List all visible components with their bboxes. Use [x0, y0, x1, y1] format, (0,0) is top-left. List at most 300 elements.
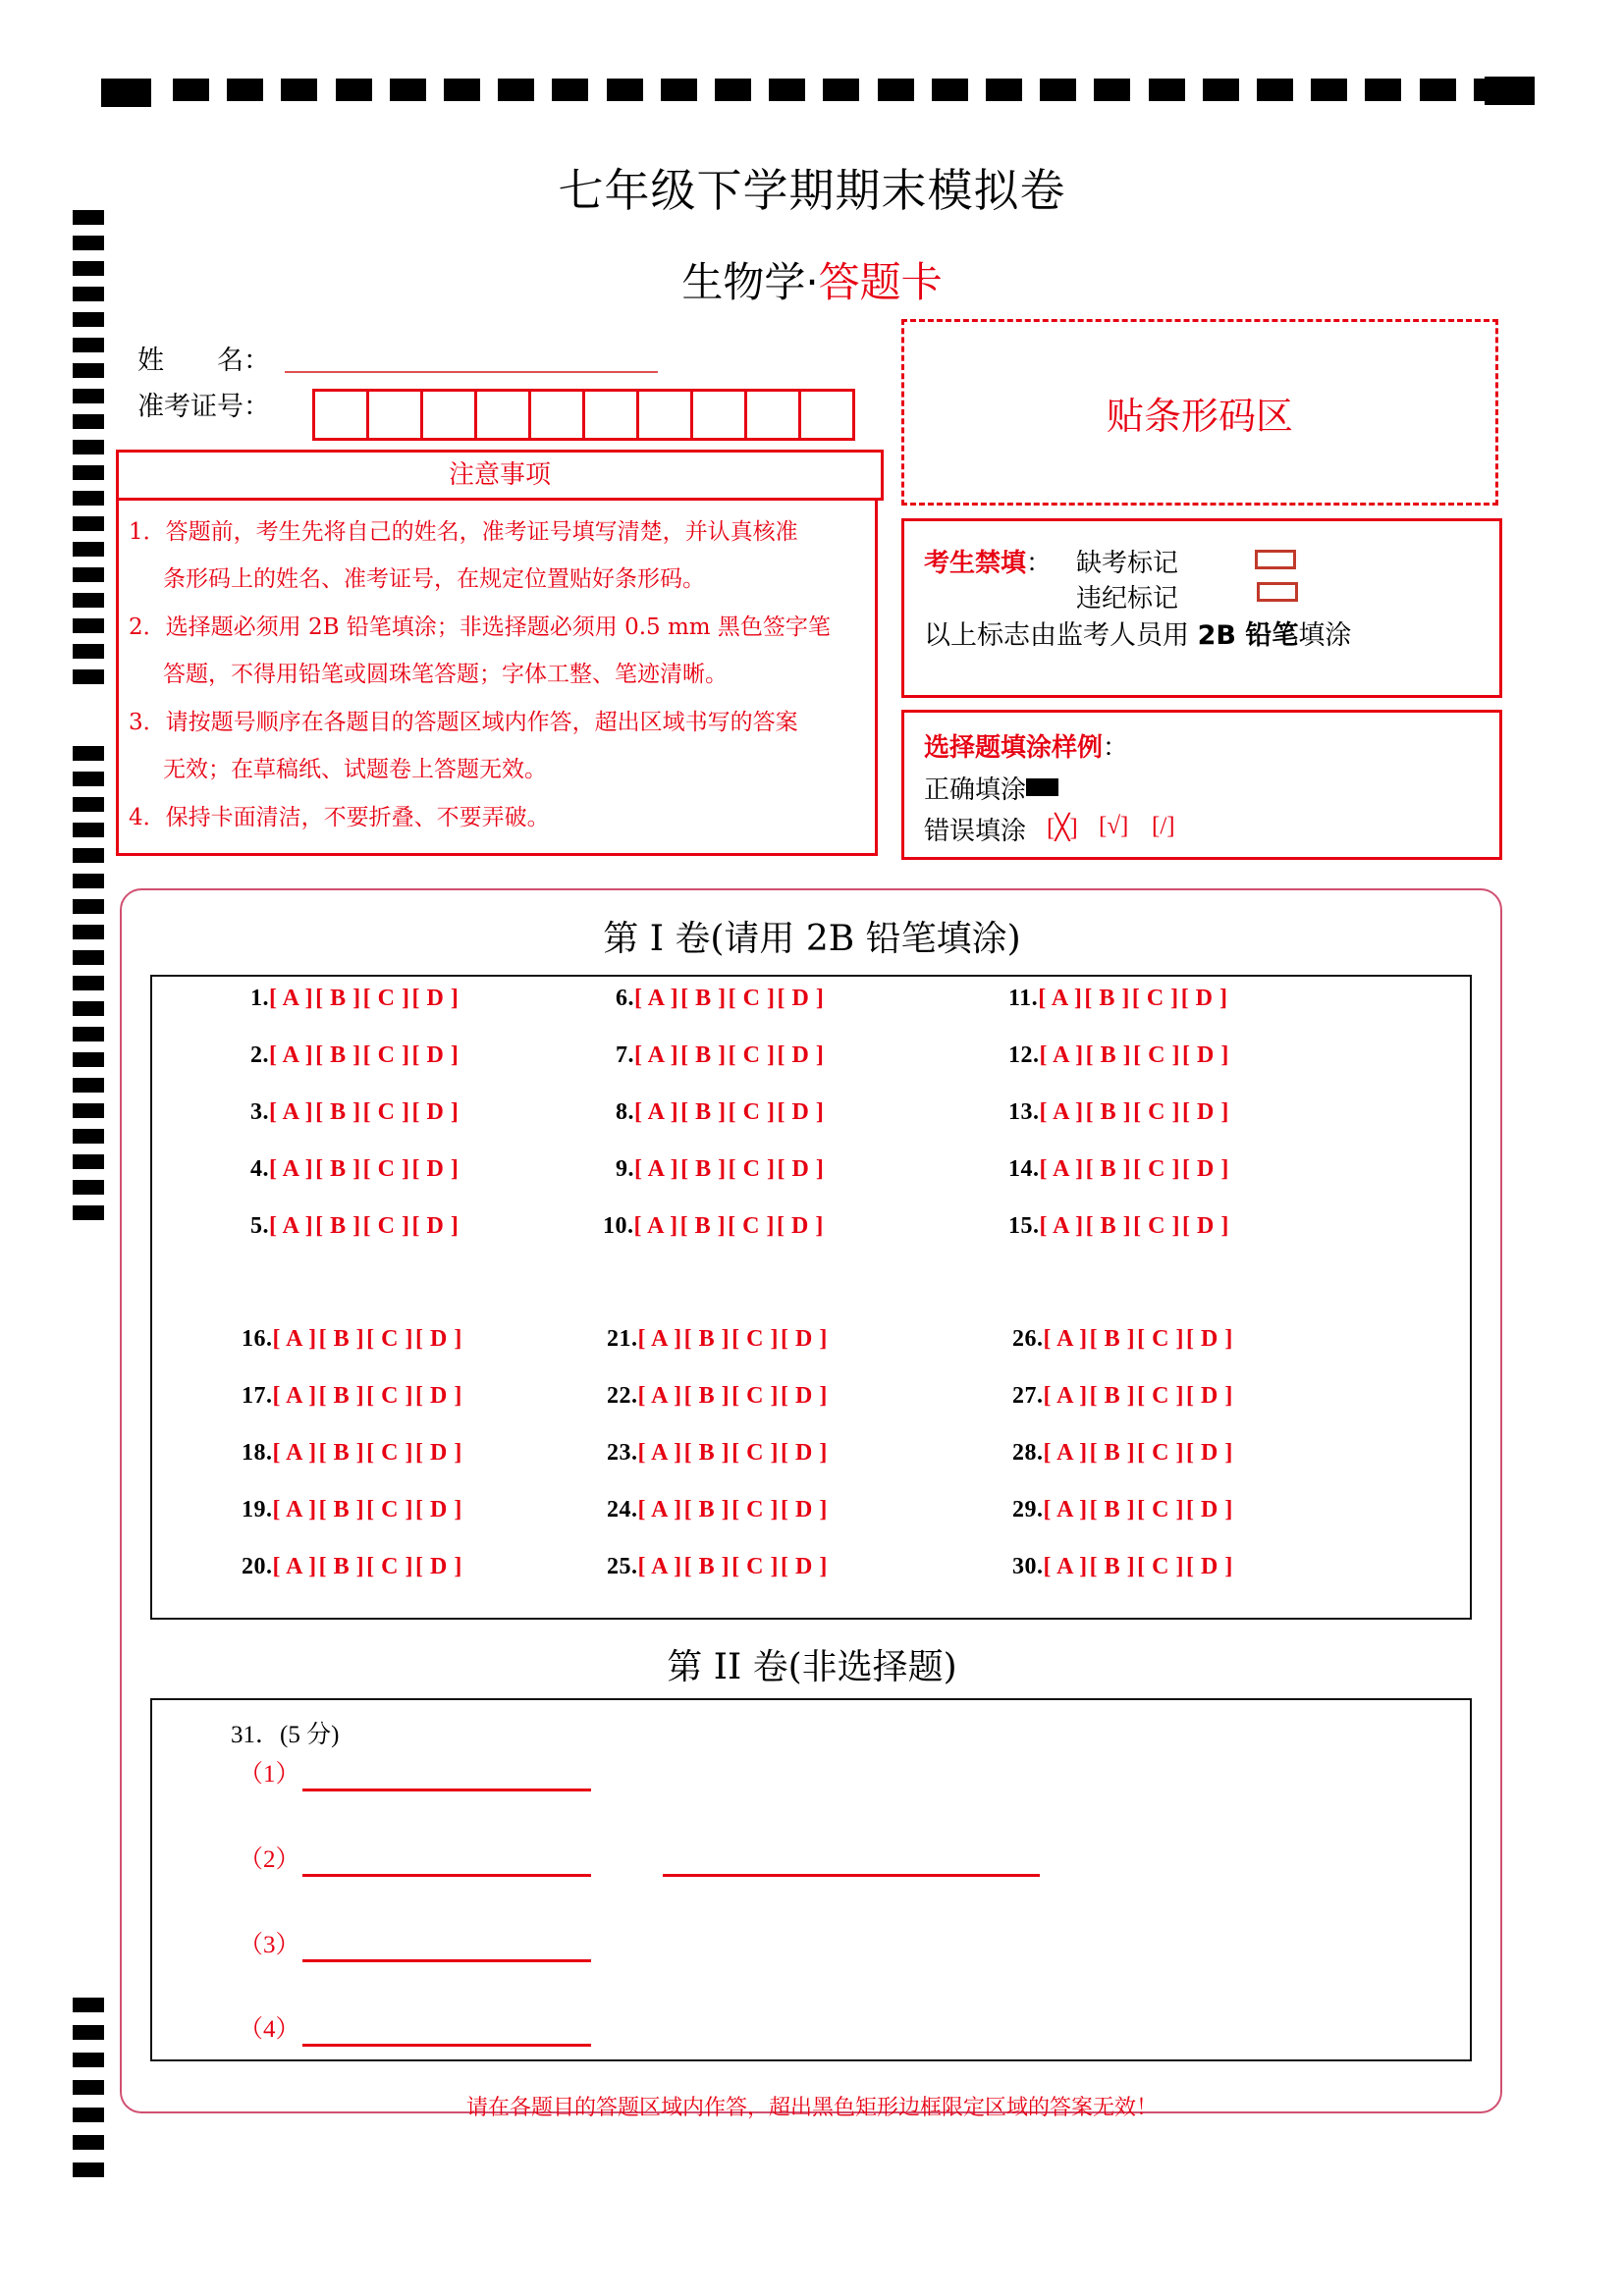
timing-mark — [73, 1052, 104, 1067]
choice-bubble-c[interactable]: [ C ] — [1133, 1099, 1180, 1125]
choice-question — [607, 1383, 830, 1410]
timing-mark — [73, 2053, 104, 2067]
choice-bubble-b[interactable]: [ B ] — [315, 1042, 361, 1068]
question-number: 9. — [616, 1156, 634, 1182]
choice-bubble-b[interactable]: [ B ] — [318, 1383, 365, 1409]
choice-question — [1012, 1440, 1235, 1467]
admission-number-label: 准考证号： — [137, 392, 270, 422]
choice-bubble-d[interactable]: [ D ] — [777, 1042, 825, 1068]
timing-mark — [932, 79, 968, 101]
choice-question — [250, 986, 460, 1012]
choice-bubble-c[interactable]: [ C ] — [366, 1554, 413, 1579]
choice-bubble-c[interactable]: [ C ] — [731, 1326, 779, 1352]
timing-mark — [444, 79, 480, 101]
choice-question — [250, 1213, 460, 1240]
choice-bubble-c[interactable]: [ C ] — [1133, 1156, 1180, 1182]
choice-question — [1012, 1554, 1235, 1580]
choice-bubble-c[interactable]: [ C ] — [366, 1326, 413, 1352]
choice-question — [1008, 1213, 1231, 1240]
timing-mark — [73, 1103, 104, 1118]
choice-bubble-c[interactable]: [ C ] — [362, 1042, 410, 1068]
section1-title: 第 I 卷(请用 2B 铅笔填涂) — [603, 919, 1021, 959]
fill-sample-box — [901, 710, 1502, 860]
answer-blank-2a[interactable] — [302, 1874, 591, 1877]
notice-heading: 注意事项 — [116, 450, 884, 501]
question-number: 7. — [616, 1042, 634, 1068]
correct-fill-label: 正确填涂 — [924, 775, 1027, 805]
choice-question — [616, 1156, 826, 1183]
name-label: 姓 名： — [137, 346, 270, 376]
choice-question — [242, 1554, 464, 1580]
choice-question — [1012, 1383, 1235, 1410]
choice-question — [607, 1497, 830, 1523]
choice-bubble-a[interactable]: [ A ] — [1039, 1099, 1084, 1125]
question-31-label: 31．(5 分) — [231, 1722, 340, 1748]
timing-mark — [73, 312, 104, 327]
timing-mark — [1094, 79, 1130, 101]
choice-bubble-a[interactable]: [ A ] — [272, 1326, 317, 1352]
wrong-fill-example-slash: [/] — [1152, 813, 1175, 839]
timing-mark — [1203, 79, 1239, 101]
timing-mark — [73, 1129, 104, 1144]
choice-bubble-a[interactable]: [ A ] — [637, 1554, 682, 1579]
correct-fill-swatch — [1026, 778, 1058, 796]
question-number: 19. — [242, 1497, 273, 1522]
choice-bubble-a[interactable]: [ A ] — [1039, 1213, 1084, 1239]
question-number: 4. — [250, 1156, 269, 1182]
choice-bubble-b[interactable]: [ B ] — [1085, 1099, 1132, 1125]
question-number: 2. — [250, 1042, 269, 1068]
choice-question — [1012, 1326, 1235, 1353]
choice-question — [250, 1156, 460, 1183]
choice-bubble-a[interactable]: [ A ] — [1039, 1156, 1084, 1182]
choice-bubble-b[interactable]: [ B ] — [679, 1213, 727, 1239]
sample-label: 选择题填涂样例： — [924, 733, 1129, 763]
choice-bubble-b[interactable]: [ B ] — [1084, 986, 1130, 1011]
choice-bubble-c[interactable]: [ C ] — [1137, 1497, 1184, 1522]
name-field[interactable] — [285, 371, 658, 373]
timing-mark — [73, 414, 104, 429]
timing-mark — [101, 79, 151, 107]
choice-bubble-d[interactable]: [ D ] — [1186, 1497, 1233, 1522]
choice-bubble-d[interactable]: [ D ] — [781, 1326, 828, 1352]
choice-bubble-c[interactable]: [ C ] — [1137, 1383, 1184, 1409]
timing-mark — [73, 1998, 104, 2012]
timing-mark — [73, 1027, 104, 1041]
choice-question — [607, 1554, 830, 1580]
timing-mark — [73, 2163, 104, 2177]
part-label: （1） — [239, 1761, 300, 1788]
admission-digit-box[interactable] — [801, 392, 852, 438]
subject-label: 生物学· — [681, 258, 819, 306]
timing-mark — [73, 363, 104, 378]
choice-bubble-a[interactable]: [ A ] — [634, 1042, 679, 1068]
question-number: 11. — [1008, 986, 1039, 1011]
barcode-label: 贴条形码区 — [1106, 394, 1293, 438]
choice-bubble-d[interactable]: [ D ] — [411, 1099, 460, 1125]
timing-mark — [1149, 79, 1185, 101]
choice-bubble-b[interactable]: [ B ] — [680, 1042, 727, 1068]
choice-bubble-b[interactable]: [ B ] — [315, 1099, 361, 1125]
choice-bubble-b[interactable]: [ B ] — [1085, 1042, 1132, 1068]
choice-bubble-d[interactable]: [ D ] — [1186, 1326, 1233, 1352]
choice-bubble-d[interactable]: [ D ] — [777, 1099, 825, 1125]
question-number: 17. — [242, 1383, 273, 1409]
barcode-area — [901, 319, 1498, 506]
notice-line: 2．选择题必须用 2B 铅笔填涂；非选择题必须用 0.5 mm 黑色签字笔 — [129, 614, 831, 640]
answer-blank-4[interactable] — [302, 2044, 591, 2047]
choice-question — [1008, 1042, 1231, 1069]
choice-bubble-d[interactable]: [ D ] — [415, 1440, 462, 1466]
choice-bubble-c[interactable]: [ C ] — [366, 1440, 413, 1466]
part-label: （2） — [239, 1846, 300, 1873]
choice-bubble-c[interactable]: [ C ] — [728, 1099, 776, 1125]
choice-bubble-a[interactable]: [ A ] — [1043, 1440, 1088, 1466]
choice-question — [616, 1042, 826, 1069]
violation-mark-label: 违纪标记 — [1076, 584, 1179, 614]
timing-mark — [73, 772, 104, 786]
absent-mark-box[interactable] — [1255, 550, 1296, 569]
timing-mark — [73, 2135, 104, 2150]
choice-bubble-c[interactable]: [ C ] — [366, 1383, 413, 1409]
notice-line: 条形码上的姓名、准考证号，在规定位置贴好条形码。 — [163, 566, 705, 592]
choice-bubble-d[interactable]: [ D ] — [415, 1383, 462, 1409]
choice-bubble-c[interactable]: [ C ] — [1133, 1213, 1180, 1239]
choice-bubble-d[interactable]: [ D ] — [1182, 1213, 1229, 1239]
choice-question — [242, 1440, 464, 1467]
question-number: 27. — [1012, 1383, 1044, 1409]
choice-question — [250, 1099, 460, 1126]
timing-mark — [73, 593, 104, 608]
timing-mark — [73, 848, 104, 863]
choice-bubble-a[interactable]: [ A ] — [637, 1383, 682, 1409]
timing-mark — [661, 79, 697, 101]
choice-bubble-c[interactable]: [ C ] — [1137, 1440, 1184, 1466]
timing-mark — [1365, 79, 1401, 101]
question-number: 8. — [616, 1099, 634, 1125]
choice-bubble-a[interactable]: [ A ] — [633, 1213, 678, 1239]
choice-bubble-d[interactable]: [ D ] — [1182, 1156, 1229, 1182]
admission-digit-box[interactable] — [531, 392, 585, 438]
timing-mark — [986, 79, 1022, 101]
choice-question — [1008, 986, 1230, 1012]
question-number: 16. — [242, 1326, 273, 1352]
choice-bubble-c[interactable]: [ C ] — [728, 1042, 776, 1068]
choice-question — [616, 1099, 826, 1126]
choice-question — [242, 1497, 464, 1523]
timing-mark — [73, 618, 104, 633]
timing-mark — [1257, 79, 1293, 101]
admission-digit-box[interactable] — [477, 392, 531, 438]
admission-number-boxes — [312, 389, 855, 441]
timing-mark — [73, 823, 104, 837]
choice-bubble-d[interactable]: [ D ] — [1186, 1440, 1233, 1466]
choice-bubble-b[interactable]: [ B ] — [1085, 1156, 1132, 1182]
choice-bubble-d[interactable]: [ D ] — [1182, 1099, 1229, 1125]
violation-mark-box[interactable] — [1257, 582, 1298, 602]
choice-bubble-d[interactable]: [ D ] — [777, 1213, 824, 1239]
admission-digit-box[interactable] — [693, 392, 747, 438]
choice-bubble-a[interactable]: [ A ] — [637, 1497, 682, 1522]
question-number: 5. — [250, 1213, 269, 1239]
choice-bubble-b[interactable]: [ B ] — [1089, 1554, 1136, 1579]
choice-bubble-b[interactable]: [ B ] — [683, 1497, 731, 1522]
subtitle — [0, 250, 1624, 309]
admission-digit-box[interactable] — [423, 392, 477, 438]
choice-bubble-c[interactable]: [ C ] — [1133, 1042, 1180, 1068]
choice-bubble-d[interactable]: [ D ] — [777, 1156, 825, 1182]
timing-mark — [73, 874, 104, 888]
choice-bubble-b[interactable]: [ B ] — [683, 1554, 731, 1579]
choice-bubble-a[interactable]: [ A ] — [1043, 1497, 1088, 1522]
choice-bubble-d[interactable]: [ D ] — [411, 1156, 460, 1182]
choice-bubble-c[interactable]: [ C ] — [731, 1440, 779, 1466]
notice-line: 1．答题前，考生先将自己的姓名，准考证号填写清楚，并认真核准 — [129, 519, 798, 545]
choice-bubble-d[interactable]: [ D ] — [415, 1497, 462, 1522]
choice-question — [242, 1326, 464, 1353]
choice-bubble-d[interactable]: [ D ] — [411, 1213, 460, 1239]
timing-mark — [336, 79, 372, 101]
admission-digit-box[interactable] — [315, 392, 369, 438]
choice-bubble-d[interactable]: [ D ] — [1182, 1042, 1229, 1068]
choice-bubble-d[interactable]: [ D ] — [781, 1383, 828, 1409]
choice-question — [607, 1440, 830, 1467]
question-number: 6. — [616, 986, 634, 1011]
choice-bubble-a[interactable]: [ A ] — [269, 1213, 314, 1239]
footer-warning: 请在各题目的答题区域内作答，超出黑色矩形边框限定区域的答案无效！ — [465, 2096, 1158, 2120]
choice-bubble-d[interactable]: [ D ] — [781, 1554, 828, 1579]
choice-bubble-a[interactable]: [ A ] — [634, 1099, 679, 1125]
timing-mark — [715, 79, 751, 101]
question-number: 23. — [607, 1440, 638, 1466]
choice-question — [1012, 1497, 1235, 1523]
question-number: 1. — [250, 986, 269, 1011]
timing-mark — [1040, 79, 1076, 101]
choice-bubble-a[interactable]: [ A ] — [637, 1440, 682, 1466]
admission-digit-box[interactable] — [585, 392, 639, 438]
choice-question — [616, 986, 826, 1012]
wrong-fill-example-x: [╳] — [1047, 815, 1078, 841]
choice-question — [242, 1383, 464, 1410]
choice-bubble-c[interactable]: [ C ] — [1131, 986, 1179, 1011]
question-number: 13. — [1008, 1099, 1040, 1125]
forbidden-label: 考生禁填： — [924, 549, 1053, 578]
choice-bubble-c[interactable]: [ C ] — [366, 1497, 413, 1522]
choice-bubble-d[interactable]: [ D ] — [1180, 986, 1228, 1011]
notice-line: 4．保持卡面清洁，不要折叠、不要弄破。 — [129, 805, 550, 830]
choice-bubble-c[interactable]: [ C ] — [731, 1554, 779, 1579]
choice-bubble-c[interactable]: [ C ] — [362, 1213, 410, 1239]
choice-bubble-c[interactable]: [ C ] — [362, 1099, 410, 1125]
choice-bubble-b[interactable]: [ B ] — [683, 1383, 731, 1409]
choice-question — [603, 1213, 826, 1240]
answer-card-label: 答题卡 — [818, 258, 943, 306]
choice-question — [607, 1326, 830, 1353]
timing-mark — [607, 79, 643, 101]
choice-bubble-c[interactable]: [ C ] — [1137, 1326, 1184, 1352]
timing-mark — [73, 1001, 104, 1016]
choice-bubble-a[interactable]: [ A ] — [634, 1156, 679, 1182]
choice-bubble-b[interactable]: [ B ] — [318, 1440, 365, 1466]
timing-mark — [281, 79, 317, 101]
question-number: 10. — [603, 1213, 634, 1239]
question-number: 15. — [1008, 1213, 1040, 1239]
choice-question — [1008, 1156, 1231, 1183]
choice-bubble-a[interactable]: [ A ] — [272, 1554, 317, 1579]
timing-mark — [73, 797, 104, 812]
choice-bubble-c[interactable]: [ C ] — [728, 1156, 776, 1182]
timing-mark — [878, 79, 914, 101]
choice-bubble-c[interactable]: [ C ] — [1137, 1554, 1184, 1579]
choice-bubble-a[interactable]: [ A ] — [269, 1042, 314, 1068]
question-number: 3. — [250, 1099, 269, 1125]
choice-bubble-b[interactable]: [ B ] — [318, 1326, 365, 1352]
timing-mark — [73, 236, 104, 250]
choice-bubble-c[interactable]: [ C ] — [362, 986, 410, 1011]
question-number: 14. — [1008, 1156, 1040, 1182]
wrong-fill-label: 错误填涂 — [924, 817, 1027, 846]
choice-bubble-b[interactable]: [ B ] — [680, 1156, 727, 1182]
timing-mark — [390, 79, 426, 101]
choice-bubble-b[interactable]: [ B ] — [315, 1213, 361, 1239]
choice-bubble-b[interactable]: [ B ] — [318, 1497, 365, 1522]
timing-mark — [73, 746, 104, 761]
admission-digit-box[interactable] — [747, 392, 801, 438]
question-number: 20. — [242, 1554, 273, 1579]
choice-bubble-a[interactable]: [ A ] — [269, 986, 314, 1011]
question-number: 30. — [1012, 1554, 1044, 1579]
wrong-fill-example-check: [√] — [1099, 813, 1129, 839]
choice-bubble-d[interactable]: [ D ] — [781, 1497, 828, 1522]
page-title: 七年级下学期期末模拟卷 — [558, 164, 1066, 217]
examinee-forbidden-box — [901, 518, 1502, 698]
choice-bubble-c[interactable]: [ C ] — [362, 1156, 410, 1182]
timing-mark — [73, 567, 104, 582]
choice-bubble-d[interactable]: [ D ] — [411, 986, 460, 1011]
timing-mark — [73, 491, 104, 506]
question-number: 25. — [607, 1554, 638, 1579]
choice-bubble-b[interactable]: [ B ] — [683, 1440, 731, 1466]
question-number: 26. — [1012, 1326, 1044, 1352]
timing-mark — [73, 389, 104, 403]
notice-line: 无效；在草稿纸、试题卷上答题无效。 — [163, 757, 547, 782]
timing-mark — [73, 1180, 104, 1195]
choice-bubble-a[interactable]: [ A ] — [1038, 986, 1083, 1011]
timing-mark — [769, 79, 805, 101]
absent-mark-label: 缺考标记 — [1076, 549, 1179, 578]
part-label: （3） — [239, 1932, 300, 1958]
choice-bubble-d[interactable]: [ D ] — [411, 1042, 460, 1068]
timing-mark — [73, 542, 104, 557]
answer-blank-3[interactable] — [302, 1959, 591, 1962]
timing-mark — [1420, 79, 1456, 101]
choice-bubble-c[interactable]: [ C ] — [731, 1497, 779, 1522]
choice-bubble-b[interactable]: [ B ] — [1089, 1326, 1136, 1352]
choice-bubble-d[interactable]: [ D ] — [781, 1440, 828, 1466]
choice-bubble-a[interactable]: [ A ] — [272, 1497, 317, 1522]
timing-mark — [73, 1078, 104, 1093]
answer-blank-2b[interactable] — [663, 1874, 1040, 1877]
timing-mark — [1311, 79, 1347, 101]
question-number: 12. — [1008, 1042, 1040, 1068]
choice-bubble-a[interactable]: [ A ] — [272, 1383, 317, 1409]
question-number: 29. — [1012, 1497, 1044, 1522]
forbidden-note: 以上标志由监考人员用 2B 铅笔填涂 — [924, 620, 1352, 651]
timing-mark — [73, 465, 104, 480]
timing-mark — [73, 644, 104, 659]
question-number: 28. — [1012, 1440, 1044, 1466]
choice-bubble-d[interactable]: [ D ] — [777, 986, 825, 1011]
timing-mark — [73, 2025, 104, 2040]
choice-bubble-a[interactable]: [ A ] — [1043, 1383, 1088, 1409]
notice-line: 答题，不得用铅笔或圆珠笔答题；字体工整、笔迹清晰。 — [163, 662, 728, 687]
timing-mark — [498, 79, 534, 101]
notice-box — [116, 498, 878, 856]
admission-digit-box[interactable] — [369, 392, 423, 438]
timing-mark — [173, 79, 209, 101]
timing-mark — [552, 79, 588, 101]
admission-digit-box[interactable] — [639, 392, 693, 438]
choice-bubble-b[interactable]: [ B ] — [315, 1156, 361, 1182]
choice-bubble-d[interactable]: [ D ] — [415, 1326, 462, 1352]
part-label: （4） — [239, 2016, 300, 2043]
timing-mark — [823, 79, 859, 101]
timing-mark — [227, 79, 263, 101]
choice-bubble-c[interactable]: [ C ] — [731, 1383, 779, 1409]
choice-bubble-a[interactable]: [ A ] — [634, 986, 679, 1011]
timing-mark — [73, 1154, 104, 1169]
question-number: 22. — [607, 1383, 638, 1409]
choice-bubble-b[interactable]: [ B ] — [680, 986, 727, 1011]
choice-bubble-b[interactable]: [ B ] — [1089, 1383, 1136, 1409]
choice-bubble-a[interactable]: [ A ] — [1043, 1554, 1088, 1579]
choice-bubble-b[interactable]: [ B ] — [315, 986, 361, 1011]
answer-blank-1[interactable] — [302, 1789, 591, 1791]
timing-mark — [73, 440, 104, 454]
choice-question — [1008, 1099, 1231, 1126]
choice-bubble-a[interactable]: [ A ] — [269, 1099, 314, 1125]
section1-choice-box — [150, 975, 1472, 1620]
choice-bubble-b[interactable]: [ B ] — [683, 1326, 731, 1352]
question-number: 21. — [607, 1326, 638, 1352]
choice-bubble-a[interactable]: [ A ] — [272, 1440, 317, 1466]
choice-bubble-b[interactable]: [ B ] — [1085, 1213, 1132, 1239]
choice-bubble-b[interactable]: [ B ] — [1089, 1440, 1136, 1466]
timing-mark — [73, 338, 104, 352]
choice-bubble-a[interactable]: [ A ] — [1039, 1042, 1084, 1068]
choice-question — [250, 1042, 460, 1069]
timing-mark — [73, 669, 104, 684]
choice-bubble-b[interactable]: [ B ] — [318, 1554, 365, 1579]
notice-line: 3．请按题号顺序在各题目的答题区域内作答，超出区域书写的答案 — [129, 710, 798, 735]
choice-bubble-b[interactable]: [ B ] — [1089, 1497, 1136, 1522]
choice-bubble-a[interactable]: [ A ] — [1043, 1326, 1088, 1352]
choice-bubble-d[interactable]: [ D ] — [1186, 1554, 1233, 1579]
choice-bubble-a[interactable]: [ A ] — [269, 1156, 314, 1182]
choice-bubble-d[interactable]: [ D ] — [415, 1554, 462, 1579]
choice-bubble-c[interactable]: [ C ] — [728, 986, 776, 1011]
choice-bubble-c[interactable]: [ C ] — [728, 1213, 775, 1239]
choice-bubble-b[interactable]: [ B ] — [680, 1099, 727, 1125]
choice-bubble-d[interactable]: [ D ] — [1186, 1383, 1233, 1409]
section2-answer-box — [150, 1698, 1472, 2061]
question-number: 24. — [607, 1497, 638, 1522]
timing-mark — [73, 976, 104, 990]
question-number: 18. — [242, 1440, 273, 1466]
choice-bubble-a[interactable]: [ A ] — [637, 1326, 682, 1352]
section2-title: 第 II 卷(非选择题) — [667, 1647, 957, 1687]
timing-mark — [73, 516, 104, 531]
